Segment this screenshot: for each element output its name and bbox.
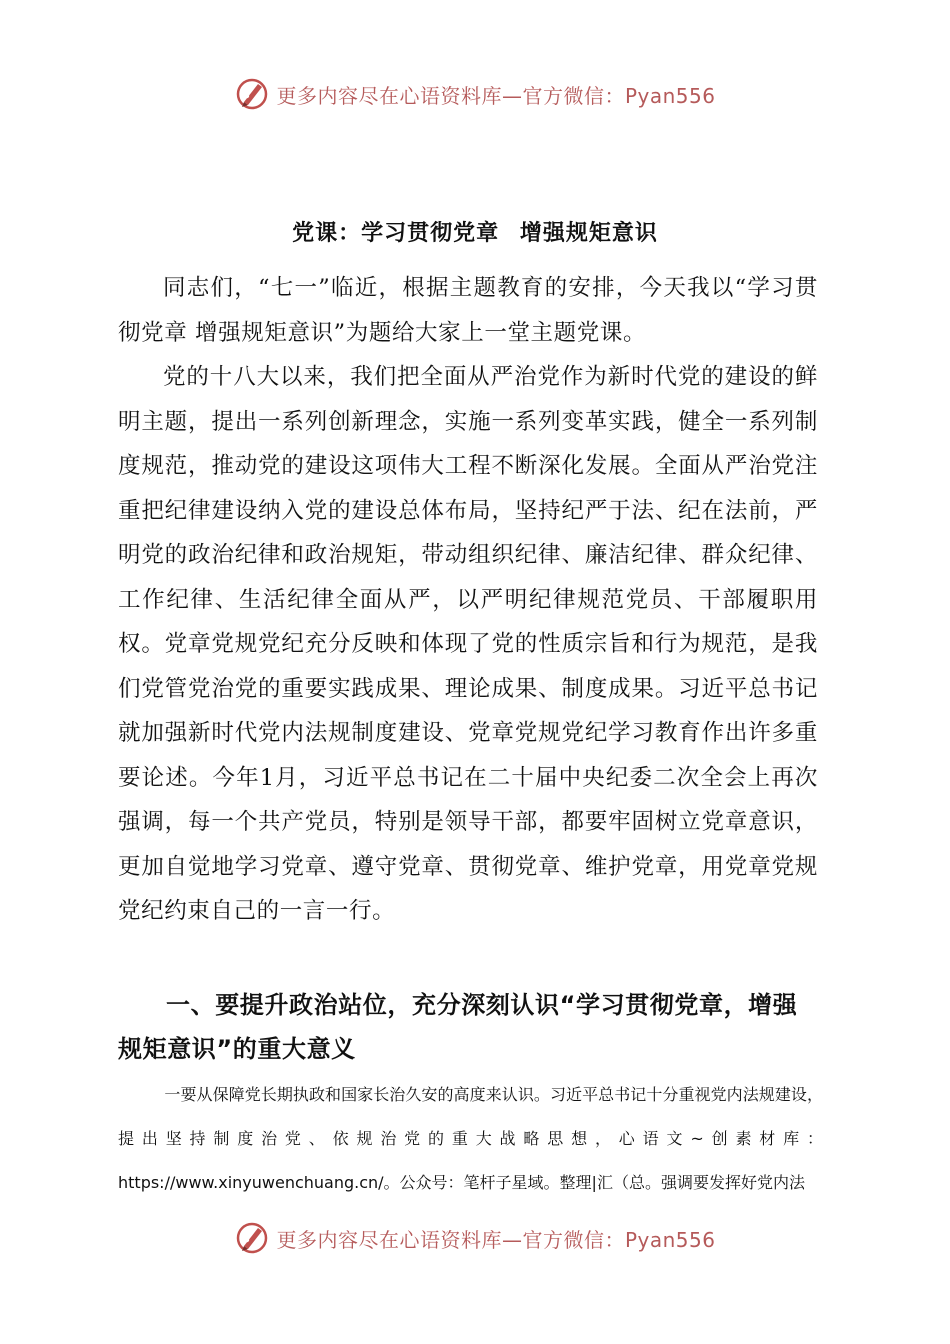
body-paragraph-main: 党的十八大以来，我们把全面从严治党作为新时代党的建设的鲜明主题，提出一系列创新理念，实施一系列变革实践，健全一系列制度规范，推动党的建设这项伟大工程不断深化发展。全面从严治党注重把纪律建设纳入党的建设总体布局，坚持纪严于法、纪在法前，严明党的政治纪律和政治规矩，带动组织纪律、廉洁纪律、群众纪律、工作纪律、生活纪律全面从严，以严明纪律规范党员、干部履职用权。党章党规党纪充分反映和体现了党的性质宗旨和行为规范，是我们党管党治党的重要实践成果、理论成果、制度成果。习近平总书记就加强新时代党内法规制度建设、党章党规党纪学习教育作出许多重要论述。今年1月，习近平总书记在二十届中央纪委二次全会上再次强调，每一个共产党员，特别是领导干部，都要牢固树立党章意识，更加自觉地学习党章、遵守党章、贯彻党章、维护党章，用党章党规党纪约束自己的一言一行。 <box>118 364 818 924</box>
watermark-text: 更多内容尽在心语资料库—官方微信：Pyan556 <box>276 1227 716 1252</box>
section-heading: 一、要提升政治站位，充分深刻认识“学习贯彻党章，增强规矩意识”的重大意义 <box>118 991 798 1063</box>
footer-watermark-banner <box>0 1216 950 1260</box>
document-title: 党课：学习贯彻党章 增强规矩意识 <box>292 221 658 246</box>
document-body <box>118 266 818 934</box>
section-content <box>118 1073 823 1205</box>
section-paragraph: 一要从保障党长期执政和国家长治久安的高度来认识。习近平总书记十分重视党内法规建设，提出坚持制度治党、依规治党的重大战略思想，心语文~创素材库：https://www.xinyuwenchuang.cn/。公众号：笔杆子星域。整理|汇（总。强调要发挥好党内法 <box>118 1085 823 1192</box>
header-watermark-banner <box>0 72 950 116</box>
pen-logo-icon <box>234 1220 270 1256</box>
pen-logo-icon <box>234 76 270 112</box>
watermark-text: 更多内容尽在心语资料库—官方微信：Pyan556 <box>276 83 716 108</box>
body-paragraph-intro: 同志们，“七一”临近，根据主题教育的安排，今天我以“学习贯彻党章 增强规矩意识”为题给大家上一堂主题党课。 <box>118 275 818 346</box>
